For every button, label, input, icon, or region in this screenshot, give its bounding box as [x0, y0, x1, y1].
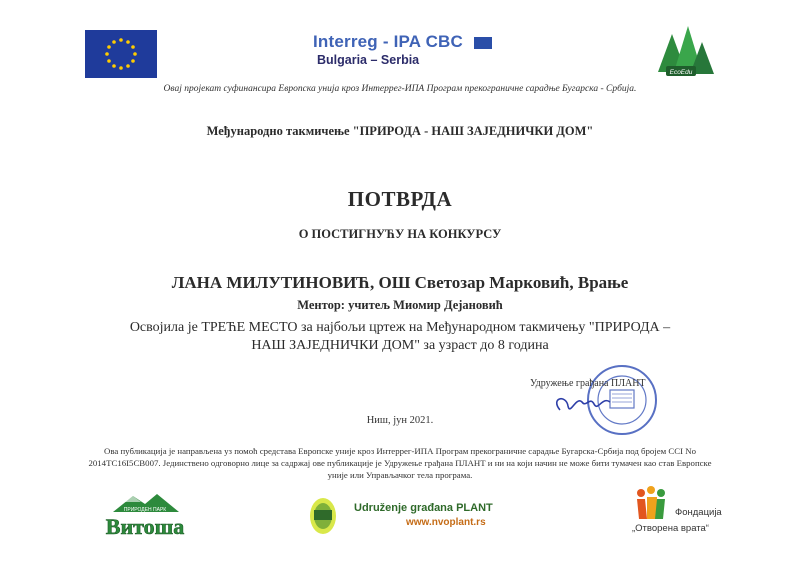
plant-leaf-icon [300, 492, 346, 538]
official-stamp [560, 360, 670, 440]
ecoedu-logo [644, 20, 719, 82]
place-date: Ниш, јун 2021. [366, 415, 434, 426]
plant-url: www.nvoplant.rs [406, 517, 486, 528]
people-door-icon [627, 485, 675, 523]
fondacija-name: „Отворена врата“ [632, 523, 709, 534]
tree-icon [644, 20, 719, 82]
competition-name: Међународно такмичење "ПРИРОДА - НАШ ЗАЈЕДНИЧКИ ДОМ" [206, 124, 594, 138]
plant-association-logo [300, 492, 520, 538]
ecoedu-label: EcoEdu [669, 69, 693, 76]
cofinancing-note: Овај пројекат суфинансира Европска унија кроз Интеррег-ИПА Програм прекограничне сарадње Бугарска - Србија. [163, 84, 637, 94]
otvorena-vrata-logo [625, 485, 725, 540]
disclaimer-text: Ова публикација је направљена уз помоћ средстава Европске уније кроз Интеррег-ИПА Програм прекограничне сарадње Бугарска-Србија под бројем CCI No 2014TC16I5CB007. Јединствено одговорно лице за садржај ове публикације је Удружење грађана ПЛАНТ и ни на који начин не може бити тумачен као став Европске уније или Управљачког тела програма. [88, 446, 712, 480]
signature-icon [540, 360, 650, 440]
certificate-subtitle: О ПОСТИГНУЋУ НА КОНКУРСУ [298, 227, 502, 241]
vitosha-park-logo [95, 490, 195, 540]
award-description: Освојила је ТРЕЋЕ МЕСТО за најбољи цртеж на Међународном такмичењу "ПРИРОДА – НАШ ЗАЈЕДНИЧКИ ДОМ" за узраст до 8 година [129, 320, 671, 353]
interreg-subtitle: Bulgaria – Serbia [317, 53, 420, 67]
fondacija-label: Фондација [675, 507, 722, 518]
plant-name: Udruženje građana PLANT [354, 502, 493, 514]
eu-mini-flag-icon [474, 37, 492, 49]
eu-stars-icon [85, 30, 157, 78]
vitosha-small-label: ПРИРОДЕН ПАРК [123, 507, 167, 513]
association-name: Удружење грађана ПЛАНТ [530, 378, 646, 389]
interreg-title: Interreg - IPA CBC [313, 32, 464, 51]
eu-flag-logo [85, 30, 157, 78]
interreg-logo [313, 32, 503, 72]
awardee-name: ЛАНА МИЛУТИНОВИЋ, ОШ Светозар Марковић, Врање [171, 273, 629, 292]
mountain-icon [95, 490, 195, 540]
certificate-title: ПОТВРДА [347, 187, 453, 211]
mentor-name: Ментор: учитељ Миомир Дејановић [297, 298, 503, 312]
vitosha-name: Витоша [105, 514, 185, 539]
